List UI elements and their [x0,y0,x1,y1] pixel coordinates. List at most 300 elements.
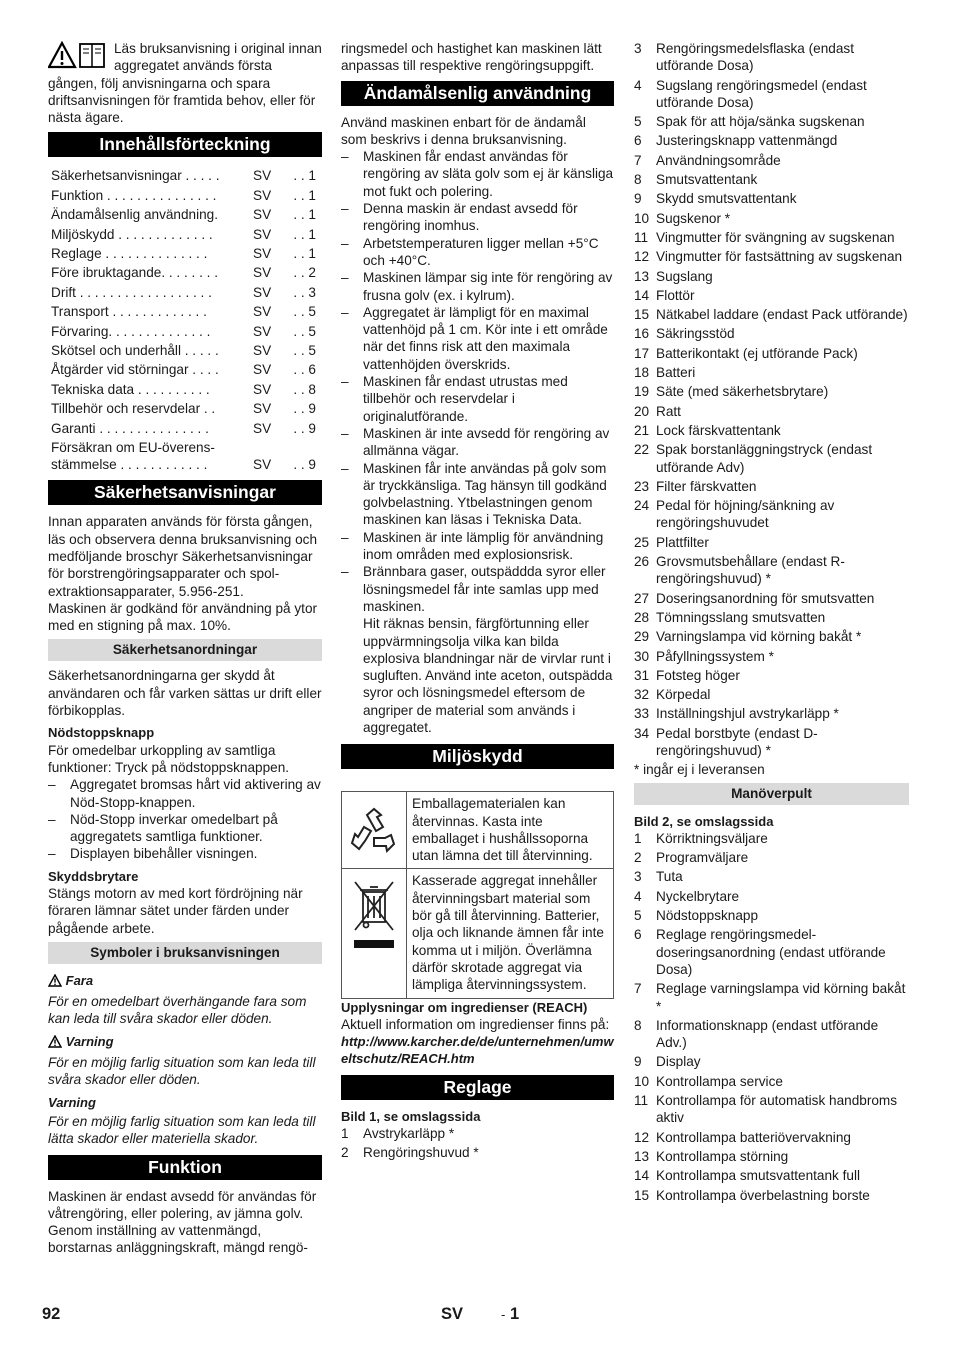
estop-item-text: Nöd-Stopp inverkar omedelbart på aggregatets samtliga funktioner. [70,811,278,845]
toc-entry-lang: SV [253,420,272,436]
toc-entry-title: Garanti . . . . . . . . . . . . . . . [51,420,209,436]
dash-marker: – [341,460,349,476]
panel-item-label: Display [656,1054,701,1070]
control-item [634,667,909,684]
control-item-number: 10 [634,210,650,226]
control-item [634,268,909,285]
toc-entry-lang: SV [253,207,272,223]
warning-triangle-icon [48,1035,62,1052]
safety-paragraph-2: Maskinen är godkänd för användning på ytor med en stigning på max. 10%. [48,600,318,634]
function-paragraph-1: Maskinen är endast avsedd för användas för våtrengöring, eller polering, av jämna golv. [48,1188,317,1221]
panel-item-number: 8 [634,1017,642,1033]
dash-marker: – [341,235,349,251]
control-item-number: 11 [634,229,649,245]
panel-item-label: Reglage rengöringsmedel-doseringsanordning (endast utförande Dosa) [656,927,886,977]
toc-row [48,361,322,380]
panel-item-label: Kontrollampa smutsvattentank full [656,1168,861,1184]
control-item-label: Fotsteg höger [656,667,740,683]
toc-table [48,167,322,475]
control-item [634,40,909,75]
control-item-number: 30 [634,648,650,664]
control-item-label: Grovsmutsbehållare (endast R-rengöringshuvud) * [656,554,845,587]
control-item-label: Flottör [656,287,695,303]
estop-item [48,811,322,846]
control-item-label: Pedal borstbyte (endast D-rengöringshuvud) * [656,725,818,758]
control-item [634,132,909,149]
toc-entry-page: . . 6 [293,362,316,378]
warning-triangle-icon [48,974,62,991]
intended-use-item [341,460,614,529]
panel-item-number: 3 [634,869,642,885]
controls-list-part-2 [634,40,909,759]
control-item [634,628,909,645]
fara-heading [48,972,322,991]
control-item-number: 22 [634,442,650,458]
estop-text: För omedelbar urkoppling av samtliga funktioner: Tryck på nödstoppsknappen. [48,742,290,775]
control-item-label: Vingmutter för svängning av sugskenan [656,229,895,245]
intended-use-item [341,529,614,564]
dash-marker: – [48,846,56,862]
toc-row [48,226,322,245]
control-item [634,553,909,588]
toc-row [48,303,322,322]
varning2-text: För en möjlig farlig situation som kan leda till lätta skador eller materiella skador. [48,1113,316,1147]
control-item-label: Skydd smutsvattentank [656,191,797,207]
intended-use-item-text: Maskinen får endast utrustas med tillbehör och reservdelar i originalutförande. [363,374,568,424]
panel-item-number: 13 [634,1148,650,1164]
intended-use-item [341,269,614,304]
toc-entry-title: Tekniska data . . . . . . . . . . [51,381,210,397]
control-item [634,403,909,420]
control-item-number: 7 [634,152,642,168]
panel-item [634,1053,909,1070]
toc-entry-title: Reglage . . . . . . . . . . . . . . [51,246,208,262]
control-item [634,422,909,439]
dash-marker: – [341,201,349,217]
page-number: 92 [42,1305,61,1323]
safety-heading: Säkerhetsanvisningar [48,480,322,505]
panel-item-label: Kontrollampa service [656,1073,783,1089]
panel-item [634,1187,909,1204]
reach-text: Aktuell information om ingredienser finns på: [341,1016,610,1032]
crossed-out-bin-icon [349,946,399,961]
control-item-number: 3 [634,41,642,56]
control-item-number: 23 [634,478,650,494]
control-item-number: 28 [634,609,650,625]
control-item-label: Sugslang rengöringsmedel (endast utförande Dosa) [656,77,867,110]
packaging-text: Emballagematerialen kan återvinnas. Kasta inte emballaget i hushållssoporna utan lämna det till återvinning. [407,792,614,869]
dash-marker: – [341,374,349,390]
footer-section-number: 1 [509,1305,520,1323]
control-item-label: Nätkabel laddare (endast Pack utförande) [656,307,908,323]
control-item [634,534,909,551]
control-item [634,325,909,342]
varning1-heading [48,1033,322,1052]
panel-item-label: Informationsknapp (endast utförande Adv.) [656,1017,879,1051]
toc-entry-page: . . 9 [293,420,316,436]
control-item-number: 8 [634,172,642,188]
toc-entry-page: . . 1 [293,187,316,203]
control-item [634,229,909,246]
toc-entry-lang: SV [253,323,272,339]
control-item [341,1125,614,1142]
control-item [634,686,909,703]
toc-row [48,439,322,475]
toc-entry-title: Säkerhetsanvisningar . . . . . [51,168,220,184]
control-item-number: 19 [634,384,650,400]
panel-item-label: Kontrollampa överbelastning borste [656,1187,870,1203]
control-item-label: Rengöringshuvud * [363,1145,479,1161]
panel-item-number: 14 [634,1168,650,1184]
toc-entry-title: Förvaring. . . . . . . . . . . . . . [51,323,211,339]
toc-entry-lang: SV [253,265,272,281]
control-item-label: Tömningsslang smutsvatten [656,609,826,625]
control-item-label: Justeringsknapp vattenmängd [656,133,838,149]
intended-use-item [341,200,614,235]
estop-heading: Nödstoppsknapp [48,725,155,741]
dash-marker: – [341,425,349,441]
toc-entry-title: Ändamålsenlig användning. [51,207,219,223]
panel-item-number: 7 [634,981,642,997]
toc-entry-title: Drift . . . . . . . . . . . . . . . . . . [51,284,212,300]
figure-2-ref: Bild 2, se omslagssida [634,813,774,829]
intended-use-item-text: Maskinen får inte användas på golv som är tryckkänsliga. Tag hänsyn till godkänd golvbelastning. Ytbelastningen genom maskinen kan läsas i Tekniska Data. [363,460,607,528]
toc-entry-lang: SV [253,401,272,417]
controls-heading: Reglage [341,1075,614,1100]
control-item-number: 16 [634,326,650,342]
control-item-label: Inställningshjul avstrykarläpp * [656,706,839,722]
toc-row [48,187,322,206]
varning1-label: Varning [65,1033,114,1049]
intended-use-item [341,235,614,270]
disposal-cell [342,869,407,998]
toc-entry-lang: SV [253,284,272,300]
control-item-number: 17 [634,345,650,361]
control-item-label: Säte (med säkerhetsbrytare) [656,384,829,400]
control-item-number: 25 [634,534,650,550]
switch-heading: Skyddsbrytare [48,868,139,884]
control-item-label: Sugslang [656,268,713,284]
intended-use-list [341,148,614,615]
estop-item-text: Displayen bibehåller visningen. [70,846,258,862]
control-item-label: Rengöringsmedelsflaska (endast utförande Dosa) [656,41,854,74]
control-item [634,152,909,169]
control-item-label: Sugskenor * [656,210,731,226]
panel-item-label: Reglage varningslampa vid körning bakåt * [656,981,906,1014]
panel-item-label: Nyckelbrytare [656,888,740,904]
control-item-label: Smutsvattentank [656,172,758,188]
intended-use-item-text: Arbetstemperaturen ligger mellan +5°C och +40°C. [363,235,599,268]
control-item-number: 5 [634,114,642,130]
control-item [634,345,909,362]
control-item-label: Spak för att höja/sänka sugskenan [656,114,865,130]
toc-entry-page: . . 3 [293,284,316,300]
control-item [634,287,909,304]
control-item-label: Batteri [656,365,696,381]
toc-entry-title: Funktion . . . . . . . . . . . . . . . [51,187,217,203]
varning2-heading: Varning [48,1094,96,1110]
intended-use-item [341,148,614,200]
control-item [634,441,909,476]
panel-item-number: 11 [634,1093,649,1109]
control-item [634,77,909,112]
switch-text: Stängs motorn av med kort fördröjning när föraren lämnar sätet under färden under pågående arbete. [48,885,303,936]
control-item-number: 6 [634,133,642,149]
toc-entry-lang: SV [253,362,272,378]
control-item-number: 27 [634,590,650,606]
control-item [634,383,909,400]
panel-item [634,980,909,1015]
column-left [48,40,322,1257]
control-item-number: 29 [634,629,650,645]
panel-item [634,1148,909,1165]
dash-marker: – [341,304,349,320]
intro-block [48,40,322,126]
toc-heading: Innehållsförteckning [48,132,322,157]
control-item-label: Vingmutter för fastsättning av sugskenan [656,249,903,265]
toc-entry-page: . . 1 [293,168,316,184]
toc-row [48,264,322,283]
panel-item-number: 12 [634,1129,650,1145]
footer-section: - 1 [501,1305,520,1323]
control-item-label: Avstrykarläpp * [363,1126,455,1142]
panel-item-number: 2 [634,850,642,866]
control-item [634,648,909,665]
control-item-label: Lock färskvattentank [656,422,781,438]
toc-entry-lang: SV [253,381,272,397]
dash-marker: – [48,777,56,793]
recycle-icon [347,847,401,862]
toc-row [48,206,322,225]
toc-row [48,284,322,303]
function-heading: Funktion [48,1155,322,1180]
panel-item [634,830,909,847]
control-item-label: Plattfilter [656,534,709,550]
control-item-number: 31 [634,667,650,683]
control-item [634,725,909,760]
control-item-label: Pedal för höjning/sänkning av rengöringshuvudet [656,498,835,531]
symbols-heading: Symboler i bruksanvisningen [48,942,322,964]
toc-entry-page: . . 1 [293,226,316,242]
safety-devices-text: Säkerhetsanordningarna ger skydd åt användaren och får varken sättas ur drift eller förbikopplas. [48,668,322,719]
toc-row [48,245,322,264]
intended-use-item [341,425,614,460]
panel-item [634,1073,909,1090]
control-item-label: Filter färskvatten [656,478,757,494]
panel-item-number: 15 [634,1187,650,1203]
panel-item [634,849,909,866]
control-item-number: 1 [341,1126,349,1142]
control-item-number: 32 [634,687,650,703]
control-item-number: 34 [634,725,650,741]
toc-entry-page: . . 5 [293,304,316,320]
estop-item [48,776,322,811]
dash-marker: – [341,529,349,545]
environment-heading: Miljöskydd [341,744,614,769]
intended-use-item-text: Maskinen är inte avsedd för rengöring av allmänna vägar. [363,425,610,459]
panel-item-number: 6 [634,927,642,943]
panel-item-number: 1 [634,830,642,846]
recycle-cell [342,792,407,869]
control-item-number: 24 [634,498,650,514]
estop-item-text: Aggregatet bromsas hårt vid aktivering av Nöd-Stopp-knappen. [70,777,321,810]
control-panel-heading: Manöverpult [634,783,909,805]
panel-item-number: 9 [634,1054,642,1070]
toc-entry-page: . . 1 [293,207,316,223]
control-item [634,590,909,607]
control-item-number: 18 [634,365,650,381]
toc-row [48,323,322,342]
control-item-label: Spak borstanläggningstryck (endast utförande Adv) [656,442,873,475]
panel-item-label: Tuta [656,869,683,885]
toc-row [48,167,322,186]
panel-item-label: Kontrollampa störning [656,1148,789,1164]
control-item-number: 14 [634,287,650,303]
figure-1-ref: Bild 1, se omslagssida [341,1108,481,1124]
delivery-note: * ingår ej i leveransen [634,762,765,778]
control-item [634,171,909,188]
toc-entry-page: . . 1 [293,246,316,262]
control-item [634,705,909,722]
control-item-label: Användningsområde [656,152,781,168]
intended-use-heading: Ändamålsenlig användning [341,81,614,106]
toc-entry-lang: SV [253,226,272,242]
toc-entry-page: . . 5 [293,323,316,339]
control-item [634,306,909,323]
reach-link[interactable]: http://www.karcher.de/de/unternehmen/umweltschutz/REACH.htm [341,1034,614,1067]
control-item-number: 26 [634,554,650,570]
dash-marker: – [341,149,349,165]
intended-use-item-text: Denna maskin är endast avsedd för rengöring inomhus. [363,201,578,234]
panel-item-number: 4 [634,888,642,904]
control-item [634,497,909,532]
control-item-label: Varningslampa vid körning bakåt * [656,629,862,645]
control-panel-list [634,830,909,1204]
toc-entry-title: Före ibruktagande. . . . . . . . [51,265,218,281]
controls-list-part-1 [341,1125,614,1162]
intended-use-item [341,373,614,425]
toc-entry-lang: SV [253,187,272,203]
panel-item [634,1017,909,1052]
fara-label: Fara [65,972,94,988]
control-item-number: 21 [634,422,650,438]
toc-row [48,342,322,361]
control-item [634,113,909,130]
function-paragraph-2-cont: ringsmedel och hastighet kan maskinen lätt anpassas till respektive rengöringsuppgift. [341,41,602,74]
panel-item [634,926,909,978]
toc-entry-page: . . 9 [293,401,316,417]
toc-entry-title: Tillbehör och reservdelar . . [51,401,216,417]
toc-entry-lang: SV [253,343,272,358]
warning-manual-icon [48,41,108,71]
control-item-number: 15 [634,307,650,323]
intended-use-item [341,304,614,373]
control-item-label: Säkringsstöd [656,326,735,342]
fara-text: För en omedelbart överhängande fara som kan leda till svåra skador eller döden. [48,994,307,1027]
control-item [634,609,909,626]
panel-item [634,1129,909,1146]
toc-entry-title: Miljöskydd . . . . . . . . . . . . . [51,226,213,242]
panel-item [634,1092,909,1127]
control-item [634,478,909,495]
control-item-number: 33 [634,706,650,722]
safety-devices-heading: Säkerhetsanordningar [48,639,322,661]
toc-entry-lang: SV [253,246,272,262]
panel-item [634,888,909,905]
panel-item-label: Kontrollampa batteriövervakning [656,1129,851,1145]
toc-entry-title: Åtgärder vid störningar . . . . [51,362,219,378]
column-right [634,40,909,1206]
control-item-number: 9 [634,191,642,207]
safety-paragraph-1: Innan apparaten används för första gången, läs och observera denna bruksanvisning och medföljande broschyr Säkerhetsanvisningar för borstrengöringsapparater och spol-extraktionsapparater, 5.956-251. [48,514,318,599]
control-item [634,364,909,381]
panel-item [634,907,909,924]
control-item-label: Körpedal [656,687,711,703]
toc-entry-lang: SV [253,456,272,472]
control-item-number: 13 [634,268,650,284]
intended-use-item-text: Brännbara gaser, outspäddda syror eller lösningsmedel får inte samlas upp med maskinen. [363,564,606,614]
intended-use-item-text: Maskinen är inte lämplig för användning inom områden med explosionsrisk. [363,529,604,563]
control-item-number: 4 [634,77,642,93]
varning1-text: För en möjlig farlig situation som kan leda till svåra skador eller döden. [48,1055,316,1088]
toc-entry-lang: SV [253,304,272,320]
panel-item-label: Kontrollampa för automatisk handbroms aktiv [656,1093,898,1126]
intended-use-item-text: Aggregatet är lämpligt för en maximal vattenhöjd på 1 cm. Kör inte i ett område när det finns risk att den maximala vattenhöjden överskrids. [363,304,608,372]
toc-entry-page: . . 9 [293,456,316,472]
control-item-number: 12 [634,249,650,265]
control-item-label: Batterikontakt (ej utförande Pack) [656,345,858,361]
disposal-text: Kasserade aggregat innehåller återvinningsbart material som bör gå till återvinning. Batterier, olja och liknande ämnen får inte komma ut i miljön. Överlämna därför skrotade aggregat via lämpliga återvinningssystem. [407,869,614,998]
control-item-label: Påfyllningssystem * [656,648,774,664]
environment-table [341,791,614,998]
intended-use-intro: Använd maskinen enbart för de ändamål som beskrivs i denna bruksanvisning. [341,114,586,147]
intro-text: Läs bruksanvisning i original innan aggregatet används första gången, följ anvisningarna och spara driftsanvisningen för framtida behov, eller för nästa ägare. [48,41,322,126]
toc-entry-page: . . 2 [293,265,316,281]
estop-item [48,845,322,862]
toc-entry-page: . . 5 [293,343,316,358]
toc-entry-title: Transport . . . . . . . . . . . . . [51,304,207,320]
intended-use-extra: Hit räknas bensin, färgförtunning eller uppvärmningsolja vilka kan bilda explosiva blandningar när de virvlar runt i sugluften. Använd inte aceton, outspädda syror och lösningsmedel eftersom de angriper de material som används i aggregatet. [363,616,613,735]
toc-entry-title: Försäkran om EU-överens-stämmelse . . . . . . . . . . . . [51,439,215,472]
control-item [634,210,909,227]
toc-row [48,381,322,400]
panel-item [634,868,909,885]
control-item-number: 20 [634,403,650,419]
toc-entry-title: Skötsel och underhåll . . . . . [51,343,219,358]
panel-item-label: Körriktningsväljare [656,830,768,846]
intended-use-item-text: Maskinen får endast användas för rengöring av släta golv som ej är känsliga mot fukt och polering. [363,149,614,199]
dash-marker: – [341,270,349,286]
column-middle [341,40,614,1164]
toc-row [48,400,322,419]
intended-use-item [341,563,614,615]
panel-item-label: Nödstoppsknapp [656,908,759,924]
toc-entry-lang: SV [253,168,272,184]
reach-heading: Upplysningar om ingredienser (REACH) [341,999,588,1015]
control-item [634,190,909,207]
panel-item-number: 5 [634,908,642,924]
footer-language: SV [441,1305,464,1323]
control-item-number: 2 [341,1145,349,1161]
control-item [341,1144,614,1161]
toc-row [48,420,322,439]
panel-item-label: Programväljare [656,850,749,866]
control-item [634,248,909,265]
control-item-label: Ratt [656,403,681,419]
intended-use-item-text: Maskinen lämpar sig inte för rengöring av frusna golv (ex. i kylrum). [363,270,613,303]
panel-item-number: 10 [634,1073,650,1089]
estop-list [48,776,322,862]
